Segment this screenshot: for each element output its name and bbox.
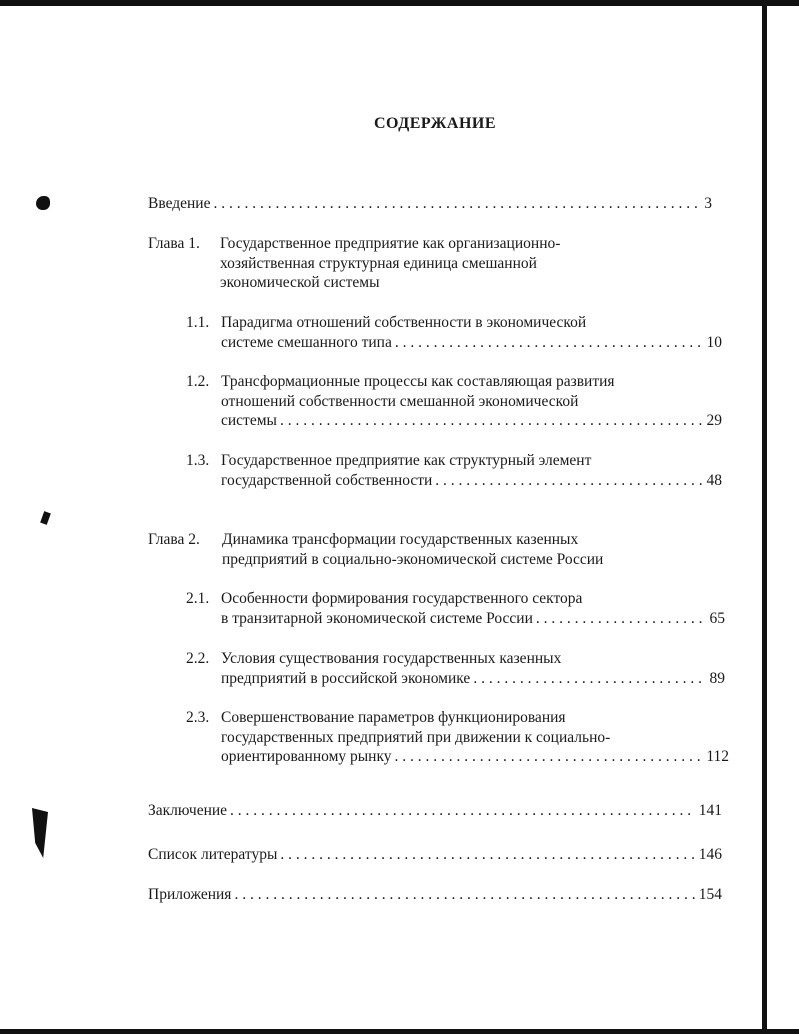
toc-section-1-1[interactable] bbox=[221, 313, 722, 352]
chapter-title-line: хозяйственная структурная единица смешанной bbox=[220, 254, 537, 272]
leader-dots bbox=[395, 747, 704, 767]
leader-dots bbox=[213, 194, 701, 214]
section-title-line: Особенности формирования государственного сектора bbox=[221, 590, 583, 607]
chapter-title-line: Динамика трансформации государственных казенных bbox=[222, 531, 579, 548]
toc-label: Список литературы bbox=[148, 846, 278, 863]
leader-dots bbox=[280, 845, 695, 865]
toc-label: Приложения bbox=[148, 886, 232, 903]
section-title-line: в транзитарной экономической системе России bbox=[221, 609, 533, 627]
section-title-line: системы bbox=[221, 412, 277, 429]
toc-page: 146 bbox=[698, 846, 722, 863]
page-title: СОДЕРЖАНИЕ bbox=[373, 115, 497, 132]
scan-artifact bbox=[32, 808, 48, 858]
section-title-line: предприятий в российской экономике bbox=[221, 669, 471, 687]
section-title-line: Условия существования государственных казенных bbox=[221, 650, 562, 667]
toc-section-2-1[interactable] bbox=[221, 589, 725, 628]
section-number: 2.1. bbox=[186, 590, 210, 607]
leader-dots bbox=[435, 471, 703, 491]
scan-artifact bbox=[40, 511, 51, 525]
toc-page: 3 bbox=[704, 195, 712, 212]
toc-section-2-3[interactable] bbox=[221, 708, 729, 767]
toc-entry-appendices[interactable] bbox=[148, 885, 722, 905]
scan-border-bottom bbox=[0, 1029, 799, 1034]
section-title-line: государственной собственности bbox=[221, 471, 433, 489]
section-title-line: отношений собственности смешанной экономической bbox=[221, 392, 579, 410]
section-number: 1.3. bbox=[186, 452, 210, 469]
toc-page: 112 bbox=[706, 748, 729, 765]
toc-section-1-2[interactable] bbox=[221, 372, 722, 431]
toc-page: 89 bbox=[709, 669, 725, 687]
chapter-number: Глава 2. bbox=[148, 531, 200, 548]
scan-border-top bbox=[0, 0, 799, 6]
toc-label: Заключение bbox=[148, 802, 228, 819]
toc-section-2-2[interactable] bbox=[221, 649, 725, 688]
section-number: 1.2. bbox=[186, 373, 210, 390]
toc-page: 29 bbox=[706, 412, 722, 429]
section-title-line: ориентированному рынку bbox=[221, 748, 392, 765]
section-title-line: системе смешанного типа bbox=[221, 333, 392, 351]
section-number: 2.2. bbox=[186, 650, 210, 667]
chapter-number: Глава 1. bbox=[148, 235, 200, 252]
chapter-title-line: экономической системы bbox=[220, 274, 380, 291]
chapter-title-line: предприятий в социально-экономической системе России bbox=[222, 550, 604, 568]
toc-label: Введение bbox=[148, 195, 211, 212]
toc-page: 154 bbox=[698, 886, 722, 903]
scan-border-right bbox=[762, 0, 767, 1034]
leader-dots bbox=[536, 609, 707, 629]
toc-page: 48 bbox=[706, 471, 722, 489]
section-title-line: Совершенствование параметров функционирования bbox=[221, 709, 566, 726]
leader-dots bbox=[230, 801, 696, 821]
section-title-line: Парадигма отношений собственности в экономической bbox=[221, 314, 587, 331]
section-number: 2.3. bbox=[186, 709, 210, 726]
section-title-line: государственных предприятий при движении к социально- bbox=[221, 728, 611, 746]
leader-dots bbox=[280, 411, 704, 431]
section-title-line: Государственное предприятие как структурный элемент bbox=[221, 452, 592, 469]
leader-dots bbox=[395, 333, 704, 353]
section-number: 1.1. bbox=[186, 314, 210, 331]
toc-page: 65 bbox=[709, 609, 725, 627]
scan-artifact bbox=[36, 196, 50, 210]
toc-entry-intro[interactable] bbox=[148, 194, 712, 214]
toc-entry-conclusion[interactable] bbox=[148, 801, 722, 821]
chapter-title-line: Государственное предприятие как организационно- bbox=[220, 235, 561, 252]
leader-dots bbox=[473, 669, 706, 689]
toc-page: 10 bbox=[706, 333, 722, 351]
toc-chapter-1[interactable] bbox=[220, 234, 720, 293]
section-title-line: Трансформационные процессы как составляющая развития bbox=[221, 373, 615, 390]
leader-dots bbox=[234, 885, 695, 905]
toc-chapter-2[interactable] bbox=[222, 530, 722, 569]
toc-section-1-3[interactable] bbox=[221, 451, 722, 490]
toc-page: 141 bbox=[698, 802, 722, 819]
toc-entry-references[interactable] bbox=[148, 845, 722, 865]
